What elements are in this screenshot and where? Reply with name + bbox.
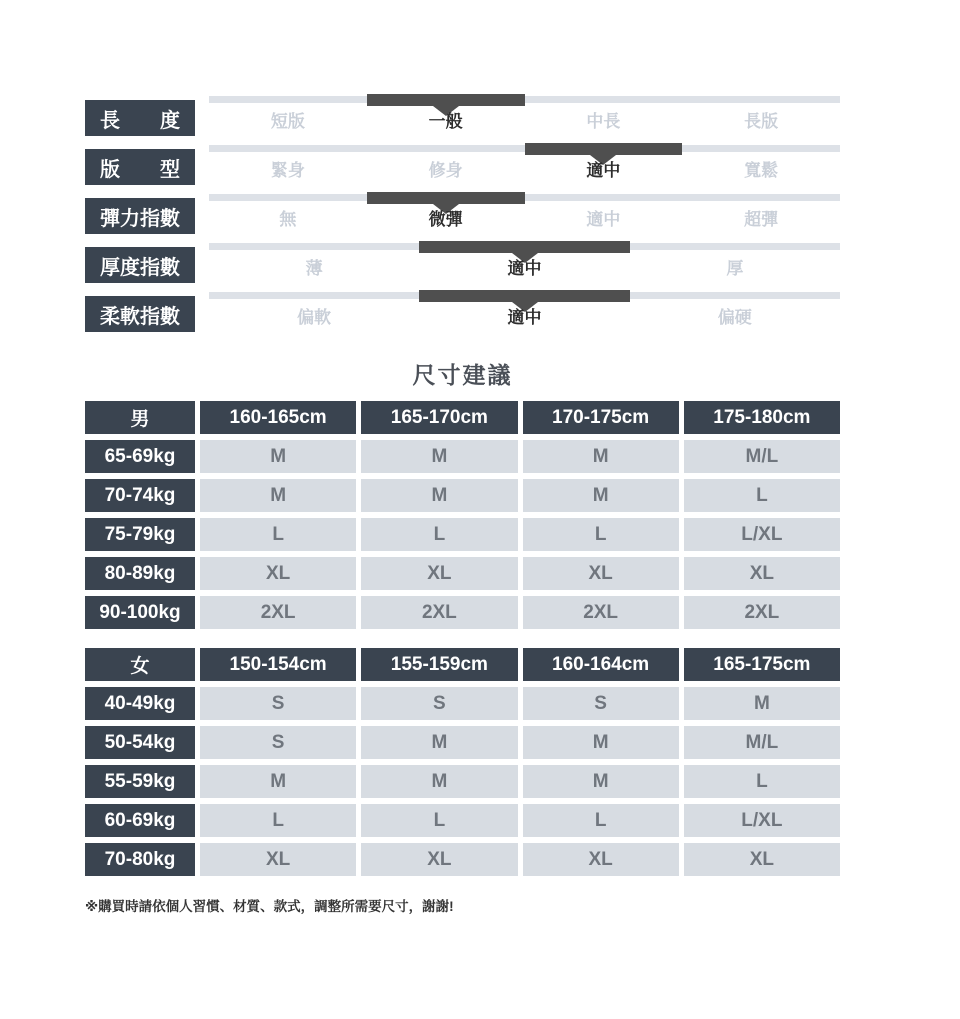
- attribute-track: [209, 149, 840, 185]
- table-size-cell: M: [684, 687, 840, 720]
- table-corner-header: 男: [85, 401, 195, 434]
- table-size-cell: L/XL: [684, 804, 840, 837]
- table-size-cell: S: [361, 687, 517, 720]
- table-size-cell: M: [361, 440, 517, 473]
- table-size-cell: XL: [361, 843, 517, 876]
- table-size-cell: M: [361, 726, 517, 759]
- table-size-cell: XL: [684, 557, 840, 590]
- table-size-cell: L: [684, 765, 840, 798]
- table-column-header: 160-164cm: [523, 648, 679, 681]
- attribute-options: [209, 207, 840, 232]
- table-row-header: 90-100kg: [85, 596, 195, 629]
- table-size-cell: L: [361, 518, 517, 551]
- attribute-option: 適中: [507, 308, 542, 327]
- attribute-track: [209, 198, 840, 234]
- table-size-cell: M: [361, 765, 517, 798]
- attribute-option: 微彈: [428, 210, 463, 229]
- attribute-row: [85, 198, 840, 234]
- slider-active-segment: [367, 94, 525, 106]
- table-column-header: 150-154cm: [200, 648, 356, 681]
- attribute-option: 短版: [270, 112, 305, 131]
- table-size-cell: S: [200, 726, 356, 759]
- table-size-cell: M: [523, 440, 679, 473]
- table-row-header: 50-54kg: [85, 726, 195, 759]
- table-size-cell: M: [200, 479, 356, 512]
- table-size-cell: 2XL: [523, 596, 679, 629]
- table-size-cell: XL: [523, 557, 679, 590]
- attribute-option: 緊身: [270, 161, 305, 180]
- table-column-header: 175-180cm: [684, 401, 840, 434]
- attribute-option: 適中: [507, 259, 542, 278]
- table-size-cell: S: [200, 687, 356, 720]
- attribute-option: 偏軟: [297, 308, 332, 327]
- table-row-header: 70-74kg: [85, 479, 195, 512]
- table-row-header: 40-49kg: [85, 687, 195, 720]
- attribute-option: 偏硬: [717, 308, 752, 327]
- slider-active-segment: [367, 192, 525, 204]
- attribute-row: [85, 247, 840, 283]
- attribute-option: 一般: [428, 112, 463, 131]
- attribute-option: 適中: [586, 161, 621, 180]
- size-guide: [85, 100, 840, 915]
- size-table-women: [85, 648, 840, 876]
- table-size-cell: XL: [200, 557, 356, 590]
- table-size-cell: 2XL: [361, 596, 517, 629]
- attribute-label: 版 型: [85, 149, 195, 185]
- table-size-cell: L: [361, 804, 517, 837]
- attribute-track: [209, 100, 840, 136]
- slider-track: [209, 96, 840, 103]
- table-column-header: 155-159cm: [361, 648, 517, 681]
- table-size-cell: L: [523, 804, 679, 837]
- table-row-header: 60-69kg: [85, 804, 195, 837]
- size-table-men: [85, 401, 840, 629]
- table-size-cell: 2XL: [200, 596, 356, 629]
- attribute-option: 修身: [428, 161, 463, 180]
- purchase-note: ※購買時請依個人習慣、材質、款式，調整所需要尺寸，謝謝!: [85, 899, 454, 914]
- table-size-cell: M: [523, 726, 679, 759]
- attribute-track: [209, 296, 840, 332]
- table-size-cell: M: [523, 765, 679, 798]
- table-size-cell: M/L: [684, 440, 840, 473]
- table-row-header: 55-59kg: [85, 765, 195, 798]
- attribute-option: 適中: [586, 210, 621, 229]
- table-size-cell: XL: [200, 843, 356, 876]
- attribute-option: 超彈: [744, 210, 779, 229]
- attribute-row: [85, 149, 840, 185]
- table-size-cell: L: [523, 518, 679, 551]
- table-size-cell: M: [523, 479, 679, 512]
- slider-active-segment: [419, 241, 629, 253]
- table-column-header: 165-175cm: [684, 648, 840, 681]
- attribute-option: 中長: [586, 112, 621, 131]
- size-suggestion-title: 尺寸建議: [412, 362, 513, 388]
- attribute-label: 厚度指數: [85, 247, 195, 283]
- table-row-header: 65-69kg: [85, 440, 195, 473]
- attribute-option: 寬鬆: [744, 161, 779, 180]
- attribute-option: 厚: [726, 259, 744, 278]
- table-size-cell: L: [200, 804, 356, 837]
- table-column-header: 170-175cm: [523, 401, 679, 434]
- table-size-cell: XL: [523, 843, 679, 876]
- table-size-cell: S: [523, 687, 679, 720]
- table-size-cell: L: [200, 518, 356, 551]
- attribute-row: [85, 296, 840, 332]
- table-row-header: 80-89kg: [85, 557, 195, 590]
- attribute-options: [209, 109, 840, 134]
- attribute-sliders: [85, 100, 840, 332]
- table-size-cell: M/L: [684, 726, 840, 759]
- slider-active-segment: [419, 290, 629, 302]
- attribute-option: 薄: [305, 259, 323, 278]
- attribute-options: [209, 305, 840, 330]
- attribute-track: [209, 247, 840, 283]
- table-row-header: 75-79kg: [85, 518, 195, 551]
- attribute-label: 彈力指數: [85, 198, 195, 234]
- table-size-cell: 2XL: [684, 596, 840, 629]
- attribute-options: [209, 256, 840, 281]
- attribute-label: 長 度: [85, 100, 195, 136]
- table-size-cell: M: [361, 479, 517, 512]
- attribute-row: [85, 100, 840, 136]
- attribute-options: [209, 158, 840, 183]
- table-corner-header: 女: [85, 648, 195, 681]
- slider-active-segment: [525, 143, 683, 155]
- table-size-cell: XL: [684, 843, 840, 876]
- attribute-option: 長版: [744, 112, 779, 131]
- attribute-option: 無: [279, 210, 297, 229]
- table-size-cell: M: [200, 765, 356, 798]
- table-row-header: 70-80kg: [85, 843, 195, 876]
- table-column-header: 165-170cm: [361, 401, 517, 434]
- table-size-cell: L/XL: [684, 518, 840, 551]
- attribute-label: 柔軟指數: [85, 296, 195, 332]
- table-size-cell: XL: [361, 557, 517, 590]
- table-size-cell: L: [684, 479, 840, 512]
- slider-track: [209, 194, 840, 201]
- table-column-header: 160-165cm: [200, 401, 356, 434]
- table-size-cell: M: [200, 440, 356, 473]
